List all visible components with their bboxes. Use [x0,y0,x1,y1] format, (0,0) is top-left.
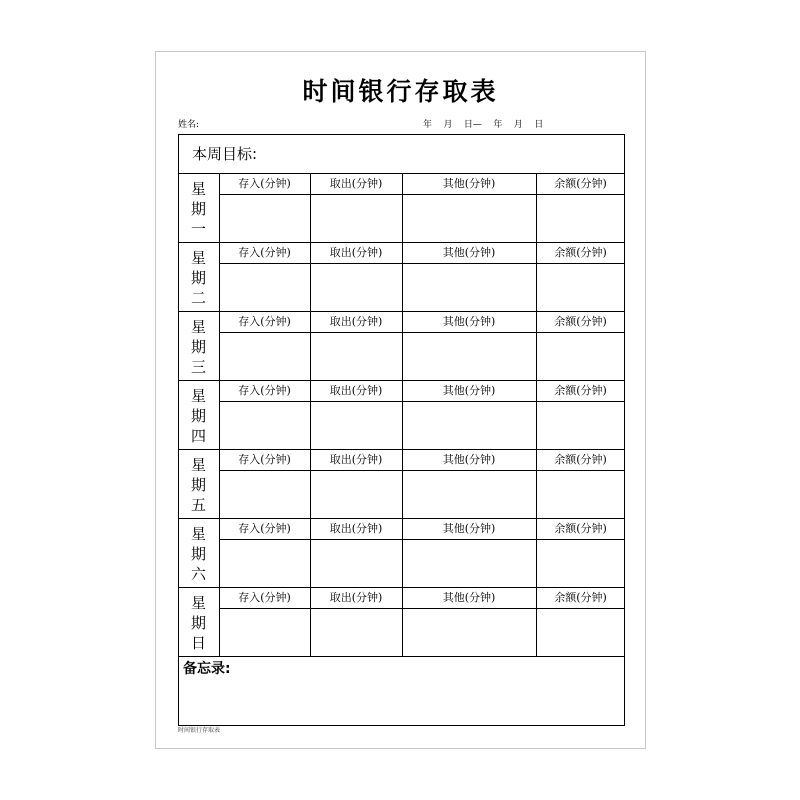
day-label-char: 期 [190,545,206,563]
day-label-char: 期 [190,476,206,494]
day-label-char: 星 [190,249,206,267]
entry-cell[interactable] [403,609,536,656]
day-label-char: 星 [190,318,206,336]
day-label [178,593,219,653]
column-header: 余额(分钟) [554,315,607,328]
entry-cell[interactable] [537,402,625,449]
day-label-char: 期 [190,338,206,356]
column-header: 其他(分钟) [442,246,496,259]
entry-cell[interactable] [220,471,310,518]
entry-cell[interactable] [311,195,402,242]
date-range-label: 年 月 日— 年 月 日 [423,120,544,130]
column-header: 余额(分钟) [554,384,607,397]
column-header: 取出(分钟) [329,384,383,397]
day-label-char: 五 [190,496,206,514]
column-header: 存入(分钟) [238,315,291,328]
entry-cell[interactable] [220,540,310,587]
entry-cell[interactable] [311,540,402,587]
column-header: 存入(分钟) [238,522,291,535]
entry-cell[interactable] [537,540,625,587]
entry-cell[interactable] [311,609,402,656]
column-header: 取出(分钟) [329,315,383,328]
day-label [178,524,219,584]
entry-cell[interactable] [403,195,536,242]
entry-cell[interactable] [220,333,310,380]
page-title: 时间银行存取表 [302,77,499,106]
day-label-char: 星 [190,180,206,198]
day-label-char: 日 [190,634,206,652]
entry-cell[interactable] [403,333,536,380]
day-label-char: 星 [190,525,206,543]
entry-cell[interactable] [537,195,625,242]
entry-cell[interactable] [220,609,310,656]
footer-text: 时间银行存取表 [178,727,221,734]
day-block-divider [178,656,625,657]
column-header: 其他(分钟) [442,315,496,328]
memo-label: 备忘录: [183,661,231,677]
entry-cell[interactable] [537,609,625,656]
weekly-goal-label: 本周目标: [192,145,258,163]
day-label-char: 一 [190,220,206,238]
entry-cell[interactable] [220,402,310,449]
day-label-char: 星 [190,594,206,612]
entry-cell[interactable] [220,195,310,242]
column-header: 余额(分钟) [554,453,607,466]
day-label-char: 六 [190,565,206,583]
column-header: 存入(分钟) [238,246,291,259]
column-header: 存入(分钟) [238,384,291,397]
column-header: 其他(分钟) [442,177,496,190]
entry-cell[interactable] [537,333,625,380]
entry-cell[interactable] [311,471,402,518]
column-header: 存入(分钟) [238,591,291,604]
entry-cell[interactable] [537,471,625,518]
entry-cell[interactable] [311,333,402,380]
column-header: 其他(分钟) [442,591,496,604]
column-header: 余额(分钟) [554,246,607,259]
column-header: 其他(分钟) [442,453,496,466]
entry-cell[interactable] [537,264,625,311]
column-header: 取出(分钟) [329,591,383,604]
entry-cell[interactable] [311,264,402,311]
column-header: 取出(分钟) [329,522,383,535]
column-header: 余额(分钟) [554,522,607,535]
day-label-char: 二 [190,289,206,307]
day-label [178,455,219,515]
column-header: 取出(分钟) [329,246,383,259]
entry-cell[interactable] [403,540,536,587]
day-label [178,317,219,377]
day-label [178,248,219,308]
day-label-char: 期 [190,269,206,287]
entry-cell[interactable] [403,471,536,518]
column-header: 存入(分钟) [238,453,291,466]
day-label [178,386,219,446]
day-label-char: 星 [190,456,206,474]
day-label-char: 三 [190,358,206,376]
column-header: 取出(分钟) [329,177,383,190]
day-label-char: 星 [190,387,206,405]
column-header: 其他(分钟) [442,522,496,535]
entry-cell[interactable] [403,264,536,311]
day-label [178,179,219,239]
column-header: 取出(分钟) [329,453,383,466]
day-label-char: 四 [190,427,206,445]
column-header: 余额(分钟) [554,177,607,190]
entry-cell[interactable] [403,402,536,449]
entry-cell[interactable] [311,402,402,449]
column-header: 存入(分钟) [238,177,291,190]
entry-cell[interactable] [220,264,310,311]
day-label-char: 期 [190,200,206,218]
day-label-char: 期 [190,614,206,632]
column-header: 其他(分钟) [442,384,496,397]
day-label-char: 期 [190,407,206,425]
column-header: 余额(分钟) [554,591,607,604]
name-label: 姓名: [178,120,200,130]
